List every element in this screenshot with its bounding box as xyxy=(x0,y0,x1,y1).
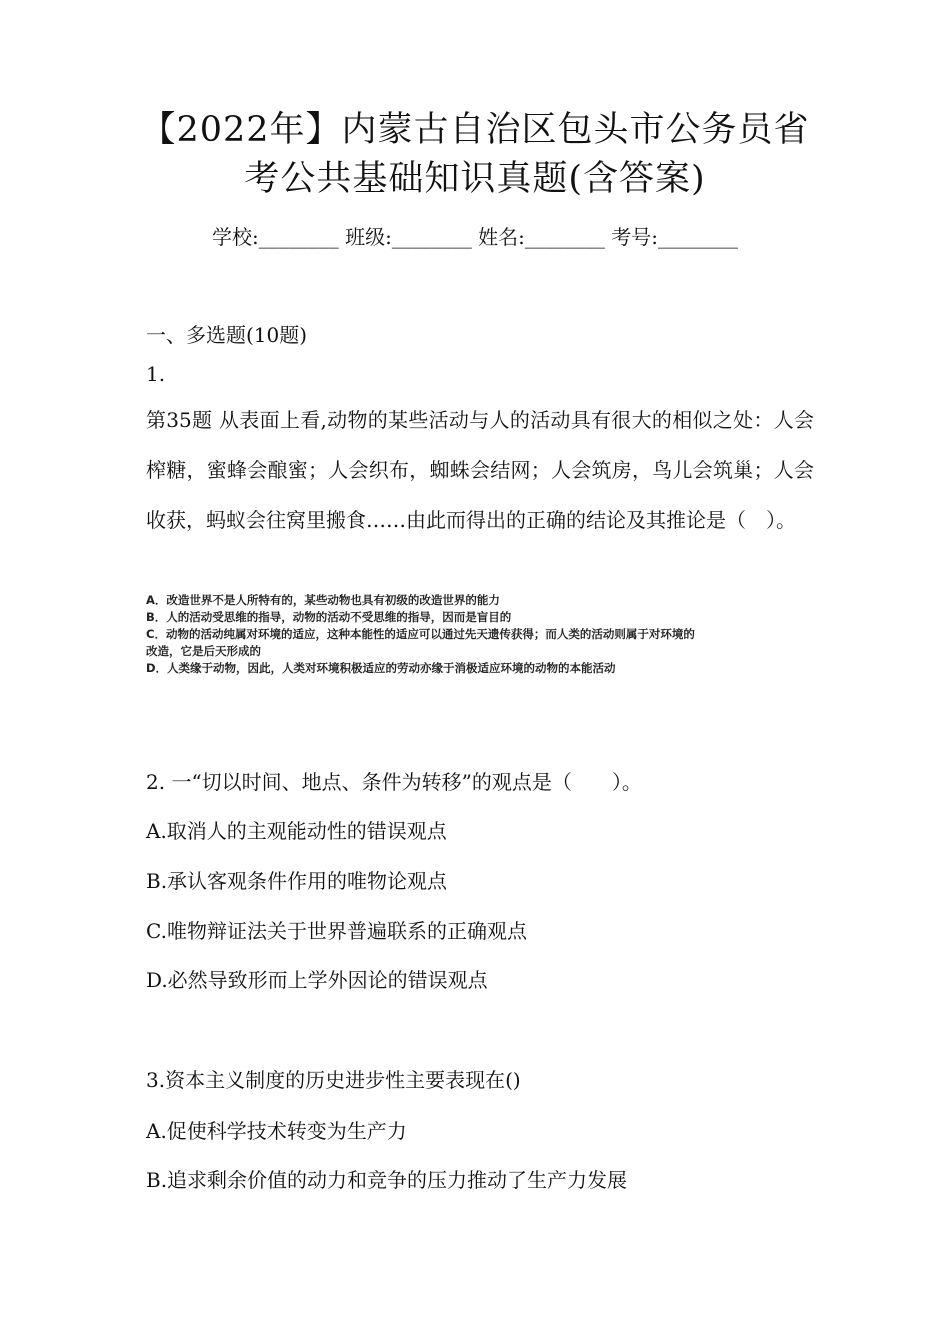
student-info-line: 学校:________ 班级:________ 姓名:________ 考号:________ xyxy=(211,225,739,249)
question-2-option-b: B.承认客观条件作用的唯物论观点 xyxy=(146,869,448,893)
question-1-options-image xyxy=(146,592,816,677)
question-1-option-c: C．动物的活动纯属对环境的适应，这种本能性的适应可以通过先天遗传获得；而人类的活动则属于对环境的 xyxy=(146,627,695,641)
question-1-number: 1. xyxy=(146,362,166,386)
question-2-option-d: D.必然导致形而上学外因论的错误观点 xyxy=(146,968,488,992)
document-title-line-1: 【2022年】内蒙古自治区包头市公务员省 xyxy=(140,110,810,150)
question-1-stem: 第35题 从表面上看,动物的某些活动与人的活动具有很大的相似之处：人会榨糖，蜜蜂会酿蜜；人会织布，蜘蛛会结网；人会筑房，鸟儿会筑巢；人会收获，蚂蚁会往窝里搬食……由此而得出的正确的结论及其推论是（ ）。 xyxy=(146,408,814,532)
question-3-option-a: A.促使科学技术转变为生产力 xyxy=(146,1119,407,1143)
question-2-option-a: A.取消人的主观能动性的错误观点 xyxy=(146,819,447,843)
question-3-option-b: B.追求剩余价值的动力和竞争的压力推动了生产力发展 xyxy=(146,1168,628,1192)
question-1-option-c-continued: 改造，它是后天形成的 xyxy=(146,644,261,658)
question-3-stem: 3.资本主义制度的历史进步性主要表现在() xyxy=(146,1068,521,1092)
question-1-option-b: B．人的活动受思维的指导，动物的活动不受思维的指导，因而是盲目的 xyxy=(146,610,512,624)
section-heading: 一、多选题(10题) xyxy=(146,323,308,347)
document-title-line-2: 考公共基础知识真题(含答案) xyxy=(244,159,706,199)
question-2-option-c: C.唯物辩证法关于世界普遍联系的正确观点 xyxy=(146,919,527,943)
question-1-option-d: D．人类缘于动物，因此，人类对环境积极适应的劳动亦缘于消极适应环境的动物的本能活动 xyxy=(146,661,616,675)
question-1-option-a: A．改造世界不是人所特有的，某些动物也具有初级的改造世界的能力 xyxy=(146,593,500,607)
question-2-stem: 2. 一“切以时间、地点、条件为转移”的观点是（ ）。 xyxy=(146,770,642,794)
